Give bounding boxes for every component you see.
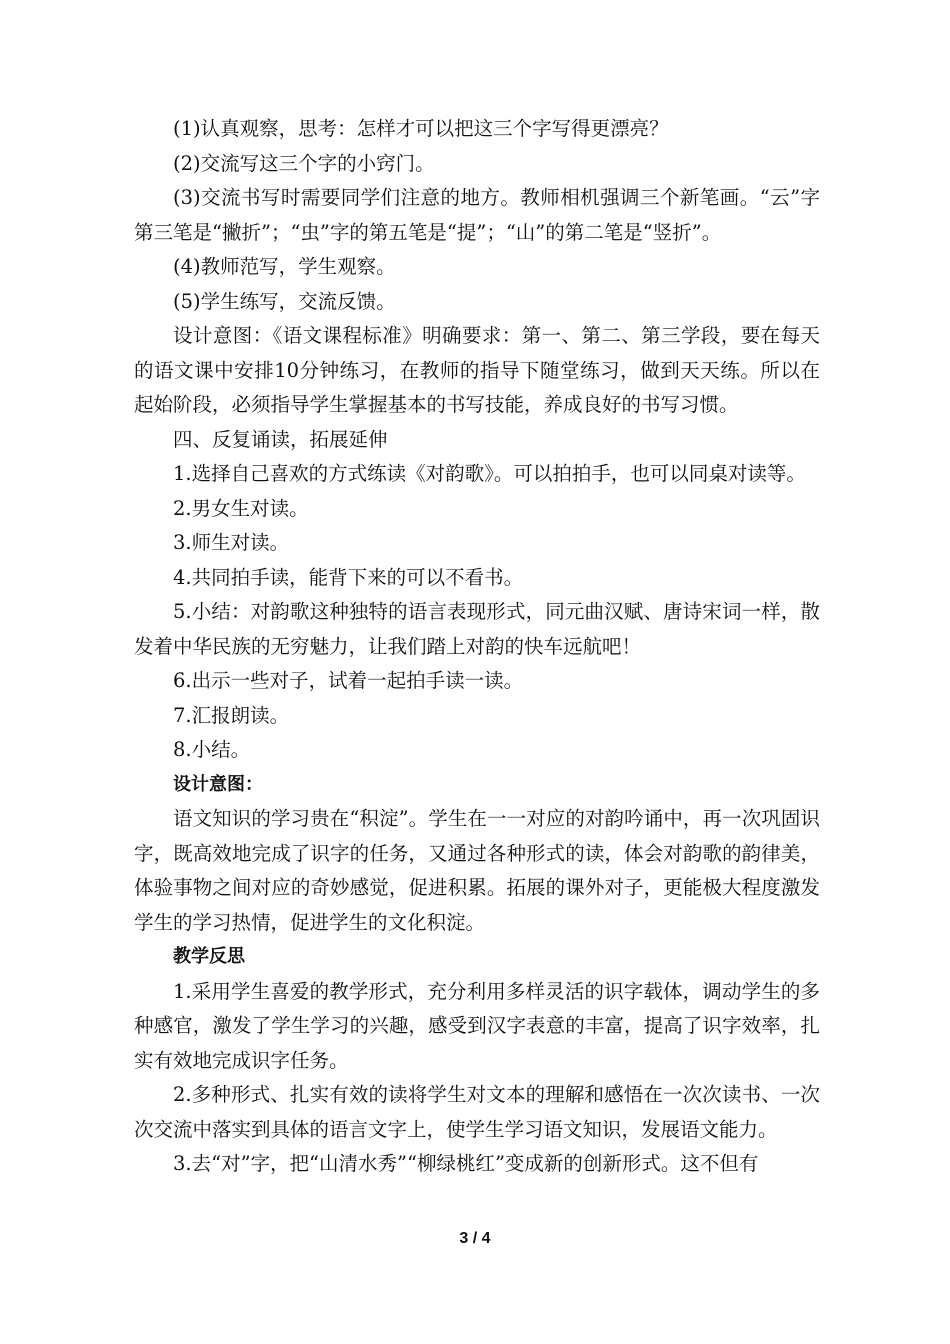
paragraph-teacher-demo: (4)教师范写，学生观察。 [173, 255, 396, 278]
paragraph-design-intent-1: 设计意图：《语文课程标准》明确要求：第一、第二、第三学段，要在每天的语文课中安排10分钟练习，在教师的指导下随堂练习，做到天天练。所以在起始阶段，必须指导学生掌握基本的书写技能，养成良好的书写习惯。 [134, 324, 820, 416]
list-item-1: 1.选择自己喜欢的方式练读《对韵歌》。可以拍拍手，也可以同桌对读等。 [173, 462, 806, 485]
list-item-7: 7.汇报朗读。 [173, 703, 290, 727]
list-item-5: 5.小结：对韵歌这种独特的语言表现形式，同元曲汉赋、唐诗宋词一样，散发着中华民族的无穷魅力，让我们踏上对韵的快车远航吧！ [134, 600, 820, 658]
reflection-item-3: 3.去“对”字，把“山清水秀”“柳绿桃红”变成新的创新形式。这不但有 [173, 1152, 759, 1175]
list-item-2: 2.男女生对读。 [173, 496, 309, 520]
list-item-3: 3.师生对读。 [173, 531, 290, 554]
reflection-item-1: 1.采用学生喜爱的教学形式，充分利用多样灵活的识字载体，调动学生的多种感官，激发了学生学习的兴趣，感受到汉字表意的丰富，提高了识字效率，扎实有效地完成识字任务。 [134, 979, 820, 1072]
paragraph-design-intent-2: 语文知识的学习贵在“积淀”。学生在一一对应的对韵吟诵中，再一次巩固识字，既高效地完成了识字的任务，又通过各种形式的读，体会对韵歌的韵律美，体验事物之间对应的奇妙感觉，促进积累。拓展的课外对子，更能极大程度激发学生的学习热情，促进学生的文化积淀。 [134, 807, 820, 934]
list-item-8: 8.小结。 [173, 738, 251, 761]
page-number: 3 / 4 [459, 1230, 491, 1247]
document-body [134, 112, 820, 1182]
list-item-6: 6.出示一些对子，试着一起拍手读一读。 [173, 669, 524, 692]
paragraph-strokes: (3)交流书写时需要同学们注意的地方。教师相机强调三个新笔画。“云”字第三笔是“撇折”；“虫”字的第五笔是“提”；“山”的第二笔是“竖折”。 [134, 186, 820, 244]
paragraph-observe: (1)认真观察，思考：怎样才可以把这三个字写得更漂亮？ [173, 117, 669, 140]
section-heading-reading: 四、反复诵读，拓展延伸 [173, 427, 388, 451]
reflection-heading: 教学反思 [173, 946, 245, 967]
reflection-item-2: 2.多种形式、扎实有效的读将学生对文本的理解和感悟在一次次读书、一次次交流中落实到具体的语言文字上，使学生学习语文知识，发展语文能力。 [134, 1083, 820, 1141]
design-intent-heading: 设计意图： [173, 773, 263, 795]
paragraph-tips: (2)交流写这三个字的小窍门。 [173, 151, 435, 175]
list-item-4: 4.共同拍手读，能背下来的可以不看书。 [173, 565, 524, 589]
paragraph-student-practice: (5)学生练写，交流反馈。 [173, 289, 396, 313]
